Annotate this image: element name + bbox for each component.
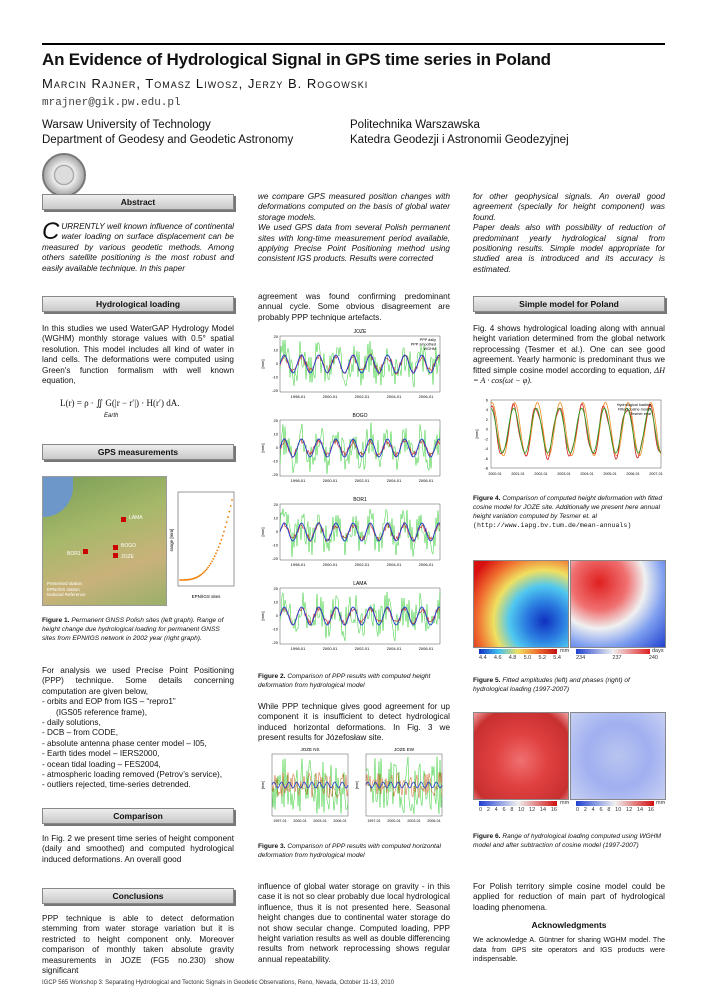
simple-model-paragraph bbox=[473, 324, 665, 386]
phase-colorbar bbox=[576, 649, 650, 654]
range-map-residual bbox=[570, 712, 666, 800]
tick-label: 5.4 bbox=[553, 655, 561, 661]
hydro-paragraph: In this studies we used WaterGAP Hydrology Model (WGHM) monthly storage values with 0.5° spatial resolution. This model includes all kind of water in land cells. The deformations were computed using Green's function formalism with well known equation, bbox=[42, 324, 234, 386]
loading-equation: L(r) = ρ · ∬ G(|r − r′|) · H(r′) dA. bbox=[60, 398, 180, 408]
range-point bbox=[204, 570, 206, 572]
title-rule bbox=[42, 43, 665, 45]
affiliation-department: Department of Geodesy and Geodetic Astronomy bbox=[42, 134, 294, 146]
range-colorbar-right bbox=[576, 801, 654, 806]
x-tick: 2002-01 bbox=[354, 646, 370, 651]
tick-label: 4 bbox=[591, 807, 595, 813]
y-tick: -10 bbox=[272, 542, 278, 548]
figure-5-caption bbox=[473, 676, 665, 694]
comparison-heading: Comparison bbox=[42, 808, 234, 824]
range-point bbox=[219, 543, 221, 545]
y-tick: 20 bbox=[273, 418, 278, 423]
wghm-line bbox=[280, 355, 440, 373]
ppp-daily-line bbox=[280, 591, 440, 641]
range-point bbox=[207, 567, 209, 569]
x-tick: 2001-01 bbox=[511, 472, 525, 476]
range-point bbox=[210, 563, 212, 565]
tick-label: 6 bbox=[502, 807, 506, 813]
figure-4-cosine-fit bbox=[473, 396, 665, 484]
y-tick: -20 bbox=[272, 388, 278, 393]
tick-label: 14 bbox=[636, 807, 644, 813]
gps-item: - DCB – from CODE, bbox=[42, 728, 118, 738]
simple-model-heading: Simple model for Poland bbox=[473, 296, 665, 312]
tick-label: 2 bbox=[486, 807, 490, 813]
figure-1-label: Figure 1. bbox=[42, 617, 70, 624]
x-tick: 2003-01 bbox=[313, 819, 327, 823]
station-marker bbox=[113, 553, 118, 558]
y-axis-label: [mm] bbox=[261, 780, 265, 790]
y-tick: -4 bbox=[484, 446, 488, 452]
tick-label: 10 bbox=[518, 807, 525, 813]
gps-item: - atmospheric loading removed (Petrov’s service), bbox=[42, 770, 223, 780]
ppp-daily-line bbox=[280, 423, 440, 474]
range-point bbox=[220, 539, 222, 541]
range-point bbox=[218, 546, 220, 548]
range-point bbox=[230, 505, 232, 507]
tick-label: 2 bbox=[583, 807, 587, 813]
range-ticks-left bbox=[479, 807, 557, 813]
x-tick: 2006-01 bbox=[418, 646, 434, 651]
gps-item: - Earth tides model – IERS2000, bbox=[42, 749, 160, 759]
station-marker bbox=[113, 545, 118, 550]
range-unit-left: mm bbox=[560, 800, 570, 806]
tick-label: 16 bbox=[647, 807, 654, 813]
tick-label: 6 bbox=[599, 807, 603, 813]
poland-site-map bbox=[42, 476, 167, 606]
amplitude-map bbox=[473, 560, 569, 648]
tick-label: 8 bbox=[607, 807, 611, 813]
conclusions-continued: influence of global water storage on gravity - in this case it is not so clear probably due local hydrological influence, thus it is not presented here. Seasonal height changes due to continental water storage do not show secular change. Computed loading, PPP height variation results as well as double differencing results from network reprocessing shows regular annual repeatability. bbox=[258, 882, 450, 964]
tick-label: 12 bbox=[529, 807, 536, 813]
tick-label: 16 bbox=[550, 807, 557, 813]
gps-intro: For analysis we used Precise Point Positioning (PPP) technique. Some details concerning computation are given below, bbox=[42, 666, 234, 696]
y-tick: 20 bbox=[273, 334, 278, 339]
x-tick: 2002-01 bbox=[354, 562, 370, 567]
comparison-paragraph: In Fig. 2 we present time series of height component (daily and smoothed) and computed hydrological induced deformations. An overall good bbox=[42, 834, 234, 864]
station-marker bbox=[121, 517, 126, 522]
x-tick: 2006-01 bbox=[626, 472, 640, 476]
affiliation-polish bbox=[350, 118, 569, 148]
cosine-equation: ΔH = A · cos(ωt − φ). bbox=[473, 365, 665, 386]
amplitude-ticks bbox=[479, 655, 561, 661]
ppp-daily-line bbox=[280, 340, 440, 387]
y-axis-label: [mm] bbox=[260, 611, 265, 621]
range-point bbox=[231, 499, 233, 501]
x-tick: 2004-01 bbox=[386, 646, 402, 651]
gps-item: - outliers rejected, time-series detrended. bbox=[42, 780, 191, 790]
tick-label: 0 bbox=[576, 807, 580, 813]
x-tick: 2003-01 bbox=[407, 819, 421, 823]
y-tick: 4 bbox=[485, 407, 488, 413]
abstract-text-4: for other geophysical signals. An overall good agreement (specially for height component) was found. bbox=[473, 192, 665, 222]
range-point bbox=[223, 531, 225, 533]
y-tick: -10 bbox=[272, 626, 278, 632]
x-tick: 2002-01 bbox=[354, 394, 370, 399]
footer: IGCP 565 Workshop 3: Separating Hydrological and Tectonic Signals in Geodetic Observations, Reno, Nevada, October 11-13, 2010 bbox=[42, 980, 395, 986]
range-point bbox=[211, 560, 213, 562]
abstract-text-5: Paper deals also with possibility of reduction of predominant yearly hydrological signal from positioning results. Simple model appropriate for studied area is introduced and its accuracy is estimated. bbox=[473, 223, 665, 274]
y-tick: 0 bbox=[275, 613, 278, 618]
range-point bbox=[228, 511, 230, 513]
abstract-text-1: URRENTLY well known influence of continental water loading on surface displacement can be measured by various geodetic methods. Among others satellite positioning is the most robust and easily available technique. In this paper bbox=[42, 222, 234, 273]
hydrological-loading-heading: Hydrological loading bbox=[42, 296, 234, 312]
tick-label: 5.2 bbox=[538, 655, 547, 661]
simple-model-text: Fig. 4 shows hydrological loading along with annual height variation determined from the global network reprocessing (Tesmer et al.). One can see good agreement. Yearly harmonic is predominant thus we fitted simple cosine model according to equation, bbox=[473, 324, 665, 375]
legend-item: National Reference bbox=[47, 592, 86, 597]
range-point bbox=[226, 521, 228, 523]
x-tick: 2006-01 bbox=[418, 478, 434, 483]
poster-title: An Evidence of Hydrological Signal in GPS time series in Poland bbox=[42, 50, 551, 69]
tick-label: 237 bbox=[612, 655, 622, 661]
abstract-heading: Abstract bbox=[42, 194, 234, 210]
tick-label: 10 bbox=[615, 807, 622, 813]
abstract-text-3: We used GPS data from several Polish permanent sites with long-time measurement period available, applying Precise Point Positioning method using consistent IGS products. Results were corrected bbox=[258, 223, 450, 264]
tick-label: 234 bbox=[576, 655, 586, 661]
y-tick: -10 bbox=[272, 458, 278, 464]
gps-measurements-heading: GPS measurements bbox=[42, 444, 234, 460]
figure-4-text: Comparison of computed height deformation with fitted cosine model for JOZE site. Additionally we present here annual height variation computed by Tesmer et. al bbox=[473, 495, 663, 520]
figure-6-text: Range of hydrological loading computed using WGHM model and after subtraction of cosine model (1997-2007) bbox=[473, 833, 662, 849]
legend-entry: PPP smoothed bbox=[410, 342, 436, 347]
range-map-wghm bbox=[473, 712, 569, 800]
baltic-sea bbox=[43, 477, 73, 517]
range-point bbox=[214, 555, 216, 557]
y-tick: -10 bbox=[272, 374, 278, 380]
figure-3-caption bbox=[258, 842, 450, 860]
y-tick: -20 bbox=[272, 472, 278, 477]
x-tick: 1998-01 bbox=[290, 646, 306, 651]
phase-ticks bbox=[576, 655, 658, 661]
figure-2-caption bbox=[258, 672, 450, 690]
tick-label: 4.4 bbox=[479, 655, 487, 661]
affiliation-department-pl: Katedra Geodezji i Astronomii Geodezyjnej bbox=[350, 134, 569, 146]
legend-entry: PPP daily bbox=[419, 338, 436, 342]
figure-5-label: Figure 5. bbox=[473, 677, 501, 684]
range-point bbox=[212, 558, 214, 560]
range-point bbox=[202, 572, 204, 574]
x-tick: 2006-01 bbox=[418, 394, 434, 399]
y-tick: -2 bbox=[484, 436, 488, 442]
tick-label: 8 bbox=[510, 807, 514, 813]
figure-5-text: Fitted amplitudes (left) and phases (right) of hydrological loading (1997-2007) bbox=[473, 677, 630, 693]
x-tick: 2004-01 bbox=[386, 478, 402, 483]
scatter-xlabel: EPN/IGS sites bbox=[191, 594, 221, 599]
dropcap: C bbox=[42, 218, 60, 245]
university-seal-logo bbox=[42, 153, 86, 197]
x-tick: 2000-01 bbox=[293, 819, 307, 823]
range-point bbox=[208, 565, 210, 567]
figure-2-time-series bbox=[258, 326, 450, 662]
legend-entry: Tesmer et al bbox=[630, 412, 651, 416]
legend-entry: Hydrological loading bbox=[616, 403, 651, 407]
gps-item: - absolute antenna phase center model – I05, bbox=[42, 738, 207, 748]
panel-title: JOZE EW bbox=[394, 747, 414, 752]
final-paragraph: For Polish territory simple cosine model could be applied for reduction of main part of hydrological loading phenomena. bbox=[473, 882, 665, 912]
x-tick: 2000-01 bbox=[488, 472, 502, 476]
tick-label: 4.8 bbox=[508, 655, 517, 661]
conclusions-heading: Conclusions bbox=[42, 888, 234, 904]
amplitude-colorbar bbox=[479, 649, 557, 654]
tick-label: 240 bbox=[648, 655, 658, 661]
tick-label: 12 bbox=[626, 807, 633, 813]
station-marker bbox=[83, 549, 88, 554]
legend-item: EPN/IGS station bbox=[47, 586, 80, 592]
gps-item: - orbits and EOP from IGS – “repro1” bbox=[42, 697, 176, 707]
x-tick: 2002-01 bbox=[534, 472, 548, 476]
x-tick: 1997-01 bbox=[367, 819, 381, 823]
x-tick: 2006-01 bbox=[333, 819, 347, 823]
panel-title: LAMA bbox=[353, 581, 367, 587]
x-tick: 2005-01 bbox=[603, 472, 617, 476]
x-tick: 1998-01 bbox=[290, 562, 306, 567]
tick-label: 4.6 bbox=[493, 655, 502, 661]
y-tick: 20 bbox=[273, 502, 278, 507]
ppp-daily-line bbox=[280, 509, 440, 557]
author-list: Marcin Rajner, Tomasz Liwosz, Jerzy B. Rogowski bbox=[42, 76, 369, 91]
panel-frame bbox=[280, 588, 440, 644]
station-label-bor1: BOR1 bbox=[67, 551, 81, 557]
legend-entry: Fitted cosine model bbox=[618, 407, 651, 412]
abstract-paragraph-2 bbox=[258, 192, 450, 265]
y-tick: -6 bbox=[484, 455, 488, 461]
station-label-lama: LAMA bbox=[129, 515, 143, 521]
figure-2-text: Comparison of PPP results with computed height deformation from hydrological model bbox=[258, 673, 431, 689]
x-tick: 2000-01 bbox=[322, 394, 338, 399]
y-tick: 0 bbox=[275, 361, 278, 366]
tesmer-url-link[interactable]: (http://www.iapg.bv.tum.de/mean-annuals) bbox=[473, 522, 632, 529]
y-tick: 0 bbox=[275, 529, 278, 534]
tick-label: 5.0 bbox=[523, 655, 532, 661]
y-tick: 0 bbox=[485, 426, 488, 432]
x-tick: 2000-01 bbox=[322, 646, 338, 651]
range-scatter-plot bbox=[170, 490, 238, 600]
affiliation-english bbox=[42, 118, 293, 148]
phase-map bbox=[570, 560, 666, 648]
panel-title: JOZE NS bbox=[300, 747, 320, 752]
range-ticks-right bbox=[576, 807, 654, 813]
y-axis-label: [mm] bbox=[260, 443, 265, 453]
y-tick: 10 bbox=[273, 515, 278, 521]
x-tick: 2000-01 bbox=[387, 819, 401, 823]
range-point bbox=[203, 571, 205, 573]
tick-label: 14 bbox=[539, 807, 547, 813]
range-point bbox=[206, 568, 208, 570]
legend-entry: WGHM bbox=[423, 347, 436, 351]
affiliation-university-pl: Politechnika Warszawska bbox=[350, 119, 480, 131]
gps-item: - daily solutions, bbox=[42, 718, 101, 728]
x-tick: 2002-01 bbox=[354, 478, 370, 483]
y-axis-label: [mm] bbox=[355, 780, 359, 790]
range-unit-right: mm bbox=[656, 800, 666, 806]
figure-6-label: Figure 6. bbox=[473, 833, 501, 840]
legend-item: Presented station bbox=[47, 581, 83, 586]
x-tick: 2004-01 bbox=[580, 472, 594, 476]
horizontal-paragraph: While PPP technique gives good agreement for up component it is insufficient to detect hydrological induced horizontal deformations. In Fig. 3 we present results for Józefosław site. bbox=[258, 702, 450, 743]
figure-1-caption bbox=[42, 616, 234, 643]
author-email[interactable]: mrajner@gik.pw.edu.pl bbox=[42, 97, 181, 109]
x-tick: 2000-01 bbox=[322, 562, 338, 567]
x-tick: 2004-01 bbox=[386, 562, 402, 567]
y-tick: 0 bbox=[275, 445, 278, 450]
y-tick: 2 bbox=[485, 416, 488, 422]
y-tick: 10 bbox=[273, 431, 278, 437]
x-tick: 2007-01 bbox=[649, 472, 663, 476]
abstract-text-2: we compare GPS measured position changes with deformations computed on the basis of global water storage models. bbox=[258, 192, 450, 222]
tick-label: 4 bbox=[494, 807, 498, 813]
panel-title: BOR1 bbox=[353, 497, 367, 503]
x-tick: 2003-01 bbox=[557, 472, 571, 476]
station-label-joze: JOZE bbox=[121, 554, 134, 560]
range-point bbox=[227, 516, 229, 518]
gps-details-list bbox=[42, 666, 234, 791]
y-tick: 20 bbox=[273, 586, 278, 591]
acknowledgments-text: We acknowledge A. Güntner for sharing WGHM model. The data from GPS site operators and IGS products were indispensable. bbox=[473, 937, 665, 963]
x-tick: 1998-01 bbox=[290, 478, 306, 483]
conclusions-paragraph: PPP technique is able to detect deformation stemming from water storage variation but it is restricted to height component only. Moreover comparison of monthly taken absolute gravity measurements in JOZE (FG5 no.230) show significant bbox=[42, 914, 234, 976]
abstract-paragraph-1 bbox=[42, 218, 234, 274]
figure-3-horizontal-series bbox=[258, 746, 450, 826]
amplitude-unit: mm bbox=[560, 648, 570, 654]
x-tick: 1998-01 bbox=[290, 394, 306, 399]
y-tick: -20 bbox=[272, 556, 278, 561]
scatter-ylabel: range [mm] bbox=[169, 528, 174, 552]
y-tick: 10 bbox=[273, 599, 278, 605]
ppp-daily-line bbox=[272, 759, 348, 814]
panel-title: JOZE bbox=[353, 329, 367, 335]
x-tick: 2000-01 bbox=[322, 478, 338, 483]
x-tick: 2006-01 bbox=[427, 819, 441, 823]
y-tick: -8 bbox=[484, 465, 488, 471]
tick-label: 0 bbox=[479, 807, 483, 813]
station-label-bogo: BOGO bbox=[121, 543, 137, 549]
figure-2-label: Figure 2. bbox=[258, 673, 286, 680]
x-tick: 1997-01 bbox=[273, 819, 287, 823]
figure-1-text: Permanent GNSS Polish sites (left graph). Range of height change due hydrological loading for permanent GNSS sites from EPN/IGS network in 2002 year (right graph). bbox=[42, 617, 224, 642]
y-axis-label: [mm] bbox=[260, 359, 265, 369]
figure-6-caption bbox=[473, 832, 665, 850]
gps-item: (IGS05 reference frame), bbox=[56, 707, 148, 717]
figure-4-label: Figure 4. bbox=[473, 495, 501, 502]
range-colorbar-left bbox=[479, 801, 557, 806]
figure-3-text: Comparison of PPP results with computed horizontal deformation from hydrological model bbox=[258, 843, 442, 859]
comparison-continued: agreement was found confirming predominant annual cycle. Some obvious disagreement are probably PPP technique artefacts. bbox=[258, 292, 450, 322]
y-tick: 6 bbox=[485, 397, 488, 403]
panel-title: BOGO bbox=[352, 413, 368, 419]
gps-item: - ocean tidal loading – FES2004, bbox=[42, 759, 161, 769]
range-point bbox=[224, 526, 226, 528]
abstract-paragraph-3 bbox=[473, 192, 665, 275]
equation-subscript: Earth bbox=[104, 413, 119, 419]
acknowledgments-heading: Acknowledgments bbox=[531, 920, 607, 930]
phase-unit: days bbox=[652, 648, 664, 654]
x-tick: 2006-01 bbox=[418, 562, 434, 567]
range-point bbox=[215, 553, 217, 555]
x-tick: 2004-01 bbox=[386, 394, 402, 399]
range-point bbox=[216, 549, 218, 551]
figure-3-label: Figure 3. bbox=[258, 843, 286, 850]
y-tick: -20 bbox=[272, 640, 278, 645]
y-tick: 10 bbox=[273, 347, 278, 353]
range-point bbox=[222, 535, 224, 537]
affiliation-university: Warsaw University of Technology bbox=[42, 119, 211, 131]
y-axis-label: [mm] bbox=[474, 429, 479, 439]
y-axis-label: [mm] bbox=[260, 527, 265, 537]
figure-4-caption bbox=[473, 494, 665, 530]
map-legend bbox=[47, 581, 86, 598]
